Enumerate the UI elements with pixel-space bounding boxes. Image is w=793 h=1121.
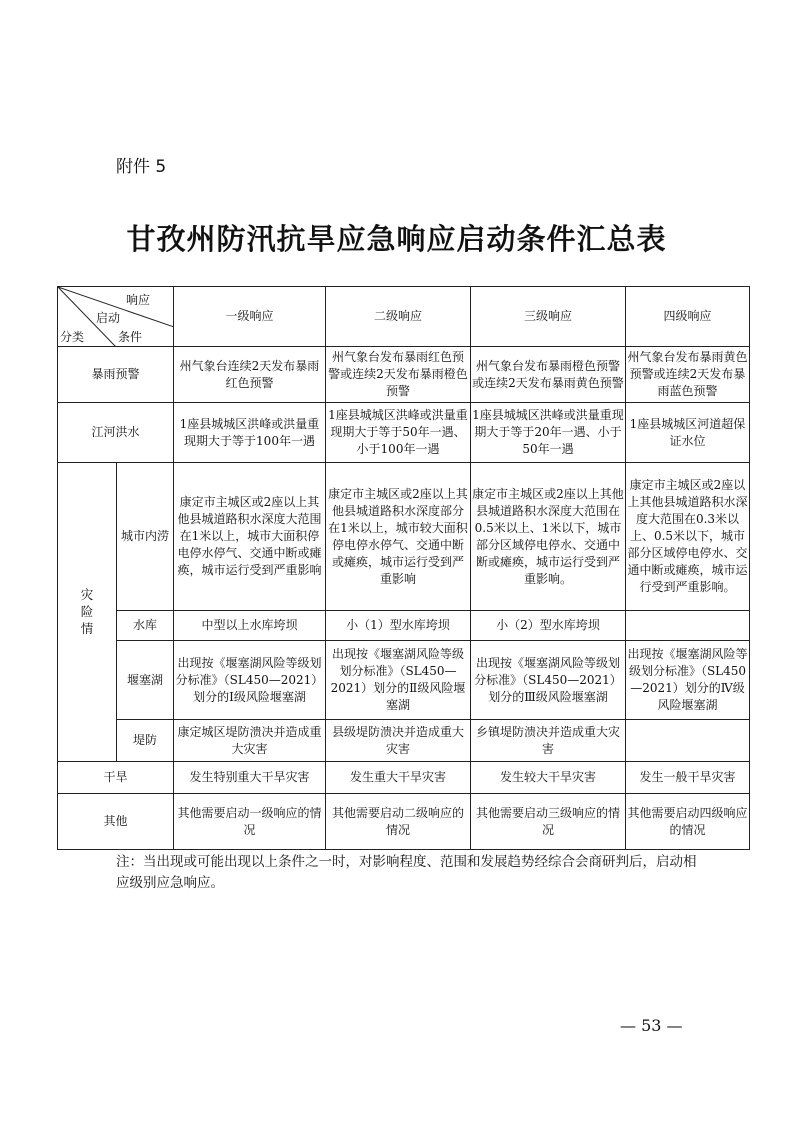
diag-label-response: 响应 — [126, 293, 151, 307]
cell-dike-1: 康定城区堤防溃决并造成重大灾害 — [174, 720, 326, 762]
cell-other-4: 其他需要启动四级响应的情况 — [626, 794, 750, 850]
row-label-other: 其他 — [58, 794, 174, 850]
diag-label-start: 启动 — [96, 311, 121, 325]
row-label-dike: 堤防 — [117, 720, 174, 762]
cell-flood-1: 1座县城城区洪峰或洪量重现期大于等于100年一遇 — [174, 403, 326, 463]
footnote: 注：当出现或可能出现以上条件之一时，对影响程度、范围和发展趋势经综合会商研判后，启动相应级别应急响应。 — [116, 854, 697, 891]
cell-other-1: 其他需要启动一级响应的情况 — [174, 794, 326, 850]
cell-waterlogging-4: 康定市主城区或2座以上其他县城道路积水深度大范围在0.3米以上、0.5米以下，城市部分区域停电停水、交通中断或瘫痪，城市运行受到严重影响。 — [626, 463, 750, 611]
cell-rainstorm-3: 州气象台发布暴雨橙色预警或连续2天发布暴雨黄色预警 — [471, 347, 626, 403]
row-label-disaster — [58, 463, 117, 762]
row-dike — [58, 720, 750, 762]
cell-flood-4: 1座县城城区河道超保证水位 — [626, 403, 750, 463]
header-level-3: 三级响应 — [471, 287, 626, 347]
cell-drought-2: 发生重大干旱灾害 — [326, 762, 471, 794]
cell-barrier-lake-1: 出现按《堰塞湖风险等级划分标准》（SL450—2021）划分的Ⅰ级风险堰塞湖 — [174, 641, 326, 720]
row-flood — [58, 403, 750, 463]
header-level-2: 二级响应 — [326, 287, 471, 347]
response-summary-table — [57, 286, 750, 850]
cell-reservoir-4 — [626, 611, 750, 641]
row-reservoir — [58, 611, 750, 641]
row-label-rainstorm: 暴雨预警 — [58, 347, 174, 403]
cell-drought-1: 发生特别重大干旱灾害 — [174, 762, 326, 794]
header-level-1: 一级响应 — [174, 287, 326, 347]
header-row — [58, 287, 750, 347]
cell-waterlogging-1: 康定市主城区或2座以上其他县城道路积水深度大范围在1米以上，城市大面积停电停水停气、交通中断或瘫痪，城市运行受到严重影响 — [174, 463, 326, 611]
attachment-label: 附件 5 — [116, 157, 167, 177]
diag-label-condition: 条件 — [118, 330, 143, 344]
row-label-flood: 江河洪水 — [58, 403, 174, 463]
cell-reservoir-1: 中型以上水库垮坝 — [174, 611, 326, 641]
cell-rainstorm-2: 州气象台发布暴雨红色预警或连续2天发布暴雨橙色预警 — [326, 347, 471, 403]
row-rainstorm — [58, 347, 750, 403]
cell-dike-2: 县级堤防溃决并造成重大灾害 — [326, 720, 471, 762]
cell-dike-4 — [626, 720, 750, 762]
row-label-waterlogging: 城市内涝 — [117, 463, 174, 611]
document-title: 甘孜州防汛抗旱应急响应启动条件汇总表 — [126, 222, 667, 256]
cell-barrier-lake-2: 出现按《堰塞湖风险等级划分标准》（SL450—2021）划分的Ⅱ级风险堰塞湖 — [326, 641, 471, 720]
cell-barrier-lake-3: 出现按《堰塞湖风险等级划分标准》（SL450—2021）划分的Ⅲ级风险堰塞湖 — [471, 641, 626, 720]
diag-label-category: 分类 — [60, 330, 85, 344]
cell-dike-3: 乡镇堤防溃决并造成重大灾害 — [471, 720, 626, 762]
cell-reservoir-3: 小（2）型水库垮坝 — [471, 611, 626, 641]
row-label-drought: 干旱 — [58, 762, 174, 794]
cell-rainstorm-4: 州气象台发布暴雨黄色预警或连续2天发布暴雨蓝色预警 — [626, 347, 750, 403]
row-label-barrier-lake: 堰塞湖 — [117, 641, 174, 720]
cell-flood-3: 1座县城城区洪峰或洪量重现期大于等于20年一遇、小于50年一遇 — [471, 403, 626, 463]
page-number: — 53 — — [620, 1016, 683, 1035]
cell-drought-3: 发生较大干旱灾害 — [471, 762, 626, 794]
cell-waterlogging-2: 康定市主城区或2座以上其他县城道路积水深度部分在1米以上，城市较大面积停电停水停气、交通中断或瘫痪，城市运行受到严重影响 — [326, 463, 471, 611]
row-other — [58, 794, 750, 850]
cell-flood-2: 1座县城城区洪峰或洪量重现期大于等于50年一遇、小于100年一遇 — [326, 403, 471, 463]
cell-waterlogging-3: 康定市主城区或2座以上其他县城道路积水深度大范围在0.5米以上、1米以下，城市部分区域停电停水、交通中断或瘫痪，城市运行受到严重影响。 — [471, 463, 626, 611]
cell-reservoir-2: 小（1）型水库垮坝 — [326, 611, 471, 641]
diagonal-header-cell — [58, 287, 174, 347]
cell-barrier-lake-4: 出现按《堰塞湖风险等级划分标准》（SL450—2021）划分的Ⅳ级风险堰塞湖 — [626, 641, 750, 720]
cell-drought-4: 发生一般干旱灾害 — [626, 762, 750, 794]
row-drought — [58, 762, 750, 794]
header-level-4: 四级响应 — [626, 287, 750, 347]
row-waterlogging — [58, 463, 750, 611]
row-barrier-lake — [58, 641, 750, 720]
cell-other-3: 其他需要启动三级响应的情况 — [471, 794, 626, 850]
disaster-label-text: 灾险情 — [80, 587, 94, 636]
cell-rainstorm-1: 州气象台连续2天发布暴雨红色预警 — [174, 347, 326, 403]
cell-other-2: 其他需要启动二级响应的情况 — [326, 794, 471, 850]
row-label-reservoir: 水库 — [117, 611, 174, 641]
